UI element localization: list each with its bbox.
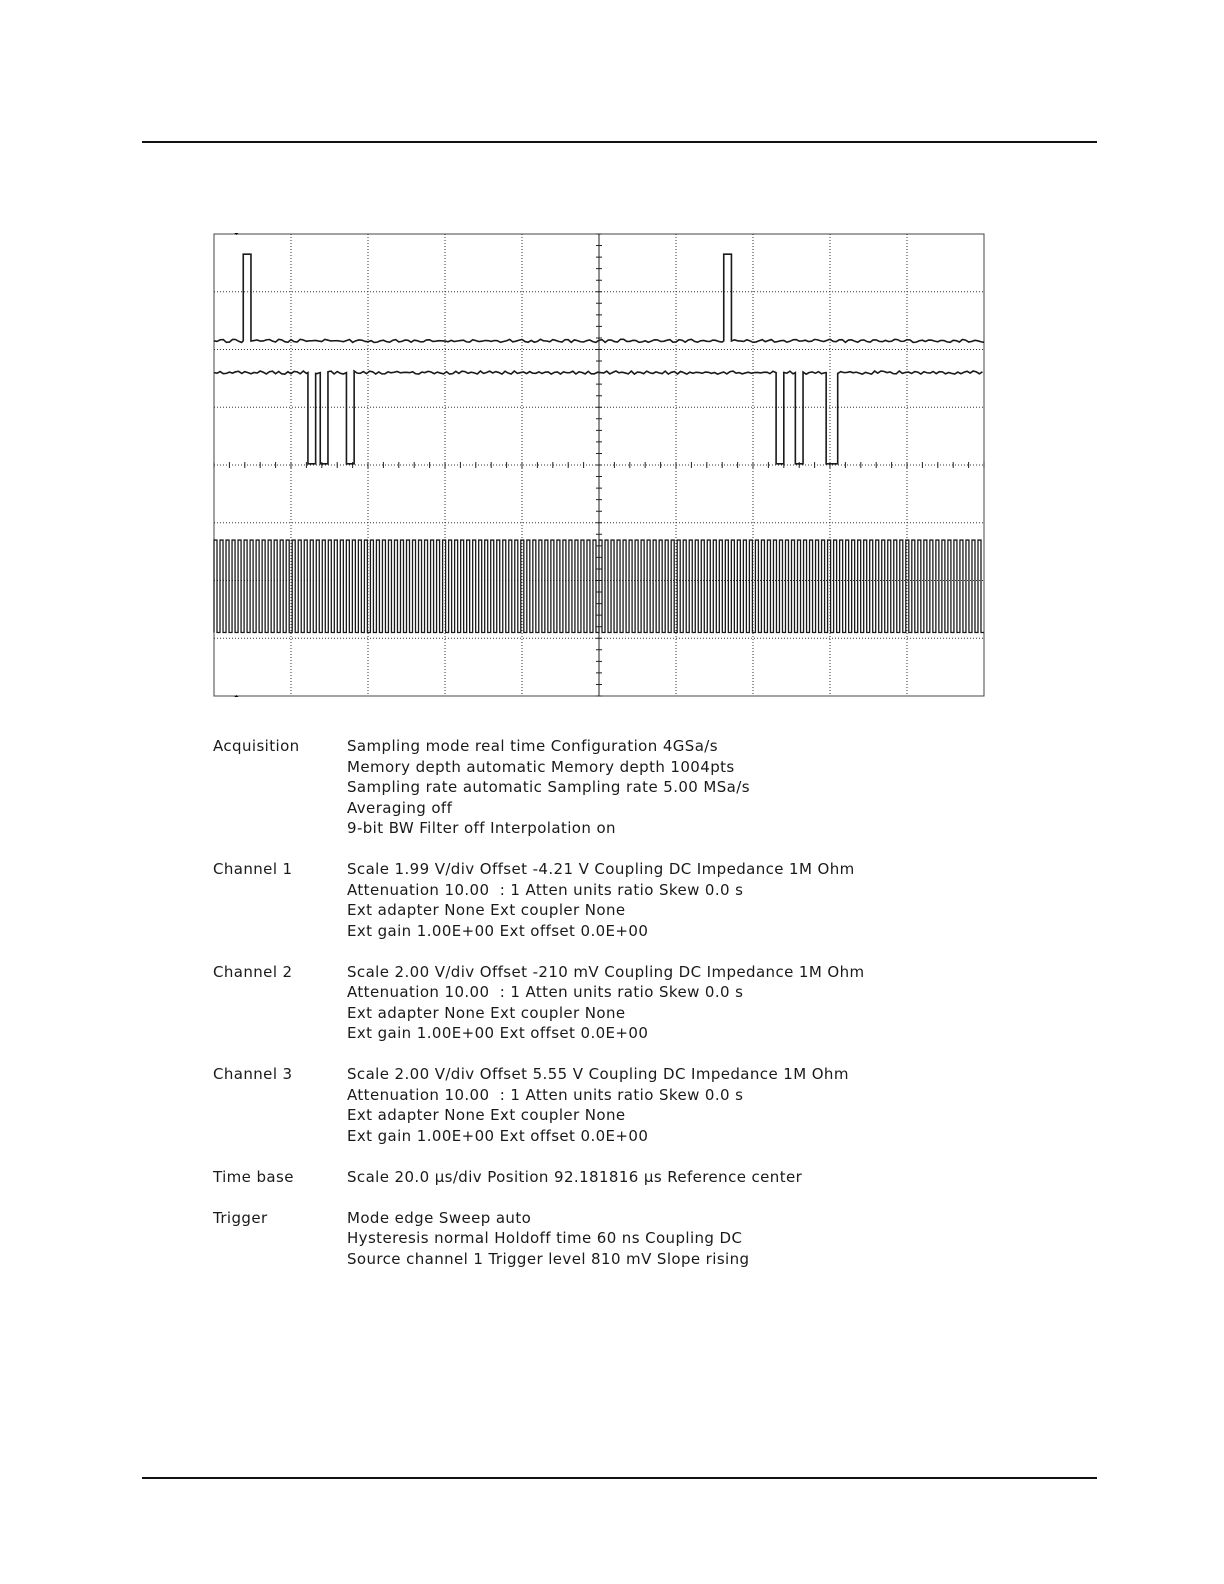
setting-line: Sampling mode real time Configuration 4GSa/s <box>347 737 718 755</box>
setting-line: Ext adapter None Ext coupler None <box>347 1106 626 1124</box>
header-rule <box>142 141 1097 143</box>
section-label: Channel 1 <box>213 860 293 878</box>
setting-line: Memory depth automatic Memory depth 1004pts <box>347 757 735 776</box>
setting-line: Source channel 1 Trigger level 810 mV Slope rising <box>347 1249 750 1268</box>
setting-line: Attenuation 10.00 : 1 Atten units ratio Skew 0.0 s <box>347 983 744 1001</box>
setting-line: Scale 2.00 V/div Offset -210 mV Coupling DC Impedance 1M Ohm <box>347 962 865 981</box>
setting-line: Mode edge Sweep auto <box>347 1208 532 1227</box>
setting-line: Attenuation 10.00 : 1 Atten units ratio Skew 0.0 s <box>347 880 744 899</box>
oscilloscope-display <box>213 233 985 697</box>
section-label: Acquisition <box>213 737 300 755</box>
scope-settings <box>213 736 1013 1290</box>
setting-line: Ext gain 1.00E+00 Ext offset 0.0E+00 <box>347 921 649 940</box>
setting-line: Averaging off <box>347 798 453 817</box>
setting-line: Hysteresis normal Holdoff time 60 ns Coupling DC <box>347 1229 743 1247</box>
footer-rule <box>142 1477 1097 1479</box>
setting-line: Scale 1.99 V/div Offset -4.21 V Coupling DC Impedance 1M Ohm <box>347 860 855 878</box>
settings-time-base <box>213 1167 1013 1188</box>
settings-channel-2 <box>213 962 1013 1044</box>
setting-line: Attenuation 10.00 : 1 Atten units ratio Skew 0.0 s <box>347 1085 744 1104</box>
setting-line: 9-bit BW Filter off Interpolation on <box>347 819 616 837</box>
setting-line: Sampling rate automatic Sampling rate 5.00 MSa/s <box>347 778 750 796</box>
settings-channel-1 <box>213 859 1013 941</box>
settings-channel-3 <box>213 1064 1013 1146</box>
setting-line: Ext adapter None Ext coupler None <box>347 901 626 919</box>
section-label: Time base <box>213 1167 294 1186</box>
setting-line: Ext gain 1.00E+00 Ext offset 0.0E+00 <box>347 1024 649 1042</box>
setting-line: Scale 20.0 µs/div Position 92.181816 µs Reference center <box>347 1167 803 1186</box>
settings-trigger <box>213 1208 1013 1270</box>
setting-line: Ext adapter None Ext coupler None <box>347 1003 626 1022</box>
section-label: Channel 3 <box>213 1065 293 1083</box>
setting-line: Scale 2.00 V/div Offset 5.55 V Coupling DC Impedance 1M Ohm <box>347 1065 849 1083</box>
section-label: Channel 2 <box>213 962 293 981</box>
setting-line: Ext gain 1.00E+00 Ext offset 0.0E+00 <box>347 1126 649 1145</box>
settings-acquisition <box>213 736 1013 839</box>
section-label: Trigger <box>213 1208 268 1227</box>
